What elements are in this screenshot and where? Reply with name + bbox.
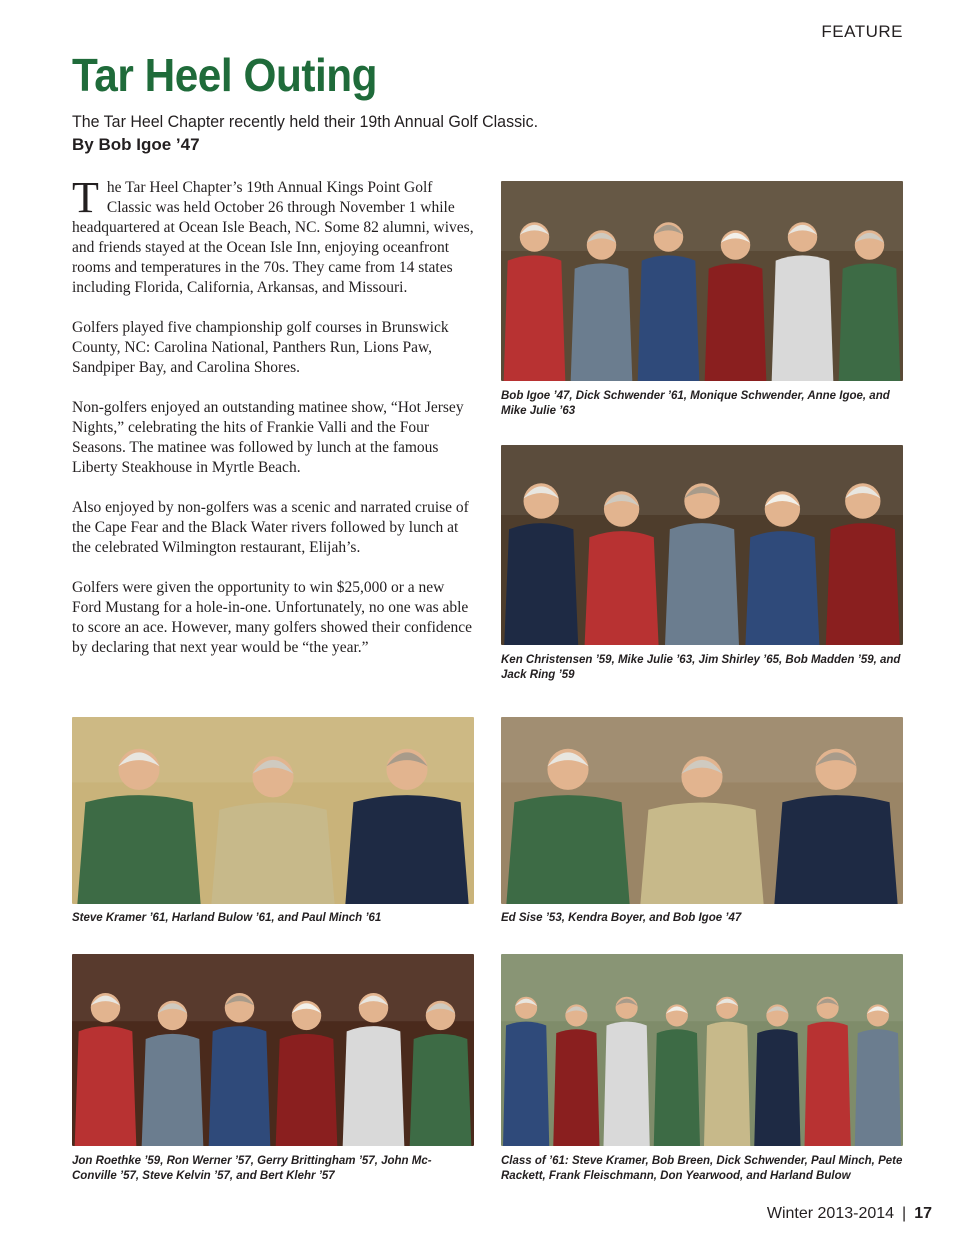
photo-light-wash — [501, 181, 903, 251]
drop-cap: T — [72, 173, 99, 222]
page-number: 17 — [914, 1205, 932, 1222]
paragraph-1-text: he Tar Heel Chapter’s 19th Annual Kings Point Golf Classic was held October 26 through November 1 while headquartered at Ocean Isle Beach, NC. Some 82 alumni, wives, and friends stayed at the Ocean Isle Inn, enjoying oceanfront rooms and temperatures in the 70s. They came from 14 states including Florida, California, Arkansas, and Missouri. — [72, 179, 474, 296]
person-torso — [654, 1029, 700, 1146]
photo-class-of-61-golf-course — [501, 954, 903, 1146]
photo-caption: Steve Kramer ’61, Harland Bulow ’61, and Paul Minch ’61 — [72, 912, 382, 924]
person-torso — [343, 1026, 405, 1146]
photo-illustration — [72, 954, 474, 1146]
person-torso — [142, 1034, 204, 1146]
paragraph-4: Also enjoyed by non-golfers was a scenic and narrated cruise of the Cape Fear and the Black Water rivers followed by lunch at the celebrated Wilmington restaurant, Elijah’s. — [72, 499, 469, 556]
photo-illustration — [501, 717, 903, 904]
person-torso — [211, 803, 334, 904]
article-subtitle: The Tar Heel Chapter recently held their 19th Annual Golf Classic. — [72, 112, 539, 131]
person-torso — [805, 1022, 851, 1146]
photo-illustration — [72, 717, 474, 904]
photo-caption: Bob Igoe ’47, Dick Schwender ’61, Monique Schwender, Anne Igoe, and Mike Julie ’63 — [501, 390, 890, 417]
person-torso — [640, 803, 763, 904]
person-torso — [754, 1029, 800, 1146]
photo-class-of-61-trio — [72, 717, 474, 904]
footer-separator: | — [902, 1205, 907, 1222]
person-torso — [503, 1022, 549, 1146]
person-torso — [345, 795, 468, 904]
person-torso — [410, 1034, 472, 1146]
photo-caption: Jon Roethke ’59, Ron Werner ’57, Gerry Brittingham ’57, John Mc-Conville ’57, Steve Kelvin ’57, and Bert Klehr ’57 — [72, 1155, 432, 1182]
page-footer — [767, 1205, 932, 1223]
person-torso — [855, 1029, 901, 1146]
paragraph-5: Golfers were given the opportunity to win $25,000 or a new Ford Mustang for a hole-in-one. Unfortunately, no one was able to score an ace. However, many golfers showed their confidence by declaring that next year would be “the year.” — [72, 579, 473, 656]
person-torso — [826, 523, 900, 645]
person-torso — [571, 263, 633, 381]
article-title: Tar Heel Outing — [72, 49, 378, 101]
photo-aprons-group — [72, 954, 474, 1146]
article-body — [72, 173, 476, 678]
person-torso — [276, 1034, 338, 1146]
paragraph-1 — [72, 173, 476, 298]
person-torso — [506, 795, 629, 904]
person-torso — [705, 263, 767, 381]
person-torso — [504, 523, 578, 645]
section-label: FEATURE — [821, 22, 903, 41]
person-torso — [585, 531, 659, 645]
issue-label: Winter 2013-2014 — [766, 1205, 895, 1222]
person-torso — [604, 1022, 650, 1146]
photo-light-wash — [501, 954, 903, 1021]
person-torso — [638, 255, 700, 381]
photo-reunion-group-2 — [501, 445, 903, 645]
person-torso — [704, 1022, 750, 1146]
person-torso — [839, 263, 901, 381]
photo-sise-boyer-igoe — [501, 717, 903, 904]
person-torso — [772, 255, 834, 381]
photo-illustration — [501, 954, 903, 1146]
person-torso — [745, 531, 819, 645]
person-torso — [75, 1026, 137, 1146]
photo-illustration — [501, 181, 903, 381]
person-torso — [504, 255, 566, 381]
person-torso — [77, 795, 200, 904]
person-torso — [665, 523, 739, 645]
person-torso — [209, 1026, 271, 1146]
photo-illustration — [501, 445, 903, 645]
paragraph-3: Non-golfers enjoyed an outstanding matinee show, “Hot Jersey Nights,” celebrating the hits of Frankie Valli and the Four Seasons. The matinee was followed by lunch at the famous Liberty Steakhouse in Myrtle Beach. — [72, 399, 464, 476]
photo-reunion-group-1 — [501, 181, 903, 381]
photo-caption: Ken Christensen ’59, Mike Julie ’63, Jim Shirley ’65, Bob Madden ’59, and Jack Ring ’59 — [501, 654, 901, 681]
person-torso — [774, 795, 897, 904]
photo-caption: Class of ’61: Steve Kramer, Bob Breen, Dick Schwender, Paul Minch, Pete Rackett, Frank Fleischmann, Don Yearwood, and Harland Bulow — [501, 1155, 903, 1182]
photo-caption: Ed Sise ’53, Kendra Boyer, and Bob Igoe ’47 — [501, 912, 742, 924]
paragraph-2: Golfers played five championship golf courses in Brunswick County, NC: Carolina National, Panthers Run, Lions Paw, Sandpiper Bay, and Carolina Shores. — [72, 319, 449, 376]
photo-light-wash — [72, 954, 474, 1021]
article-byline: By Bob Igoe ’47 — [72, 135, 200, 154]
person-torso — [553, 1029, 599, 1146]
